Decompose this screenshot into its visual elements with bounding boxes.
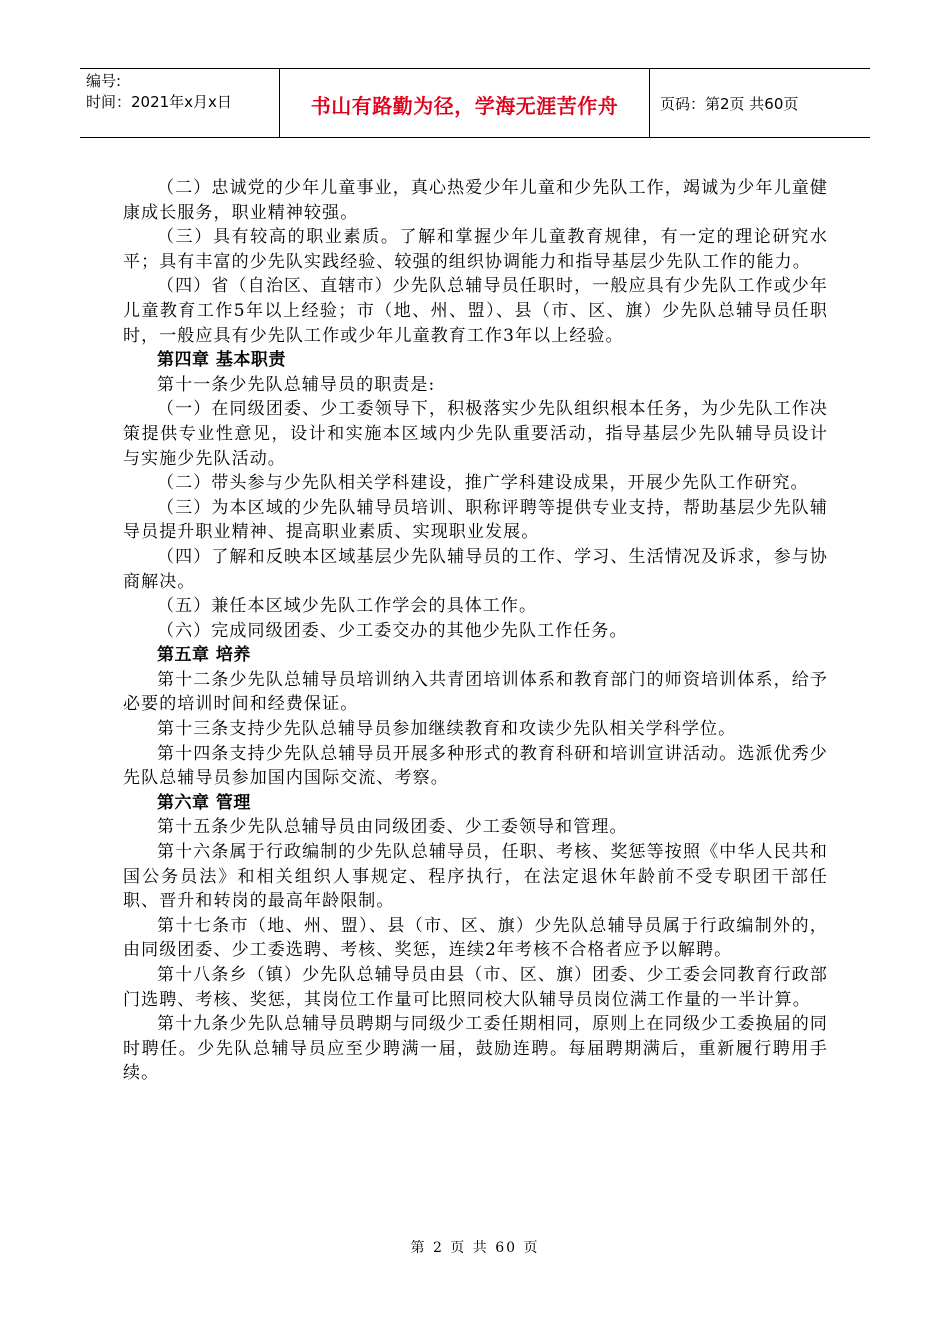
body-paragraph: （三）具有较高的职业素质。了解和掌握少年儿童教育规律，有一定的理论研究水平；具有丰富的少先队实践经验、较强的组织协调能力和指导基层少先队工作的能力。 xyxy=(123,227,828,272)
body-paragraph: （六）完成同级团委、少工委交办的其他少先队工作任务。 xyxy=(157,620,628,641)
header-meta xyxy=(80,69,280,137)
body-paragraph: 第十四条支持少先队总辅导员开展多种形式的教育科研和培训宣讲活动。选派优秀少先队总辅导员参加国内国际交流、考察。 xyxy=(123,743,828,789)
body-paragraph: 第十三条支持少先队总辅导员参加继续教育和攻读少先队相关学科学位。 xyxy=(157,719,737,740)
document-body xyxy=(123,176,828,1086)
document-time-label: 时间：2021年x月x日 xyxy=(86,93,232,111)
body-paragraph: （四）省（自治区、直辖市）少先队总辅导员任职时，一般应具有少先队工作或少年儿童教育工作5年以上经验；市（地、州、盟）、县（市、区、旗）少先队总辅导员任职时，一般应具有少先队工作或少年儿童教育工作3年以上经验。 xyxy=(123,276,828,346)
body-paragraph: 第十六条属于行政编制的少先队总辅导员，任职、考核、奖惩等按照《中华人民共和国公务员法》和相关组织人事规定、程序执行，在法定退休年龄前不受专职团干部任职、晋升和转岗的最高年龄限制。 xyxy=(123,842,828,912)
header-motto: 书山有路勤为径，学海无涯苦作舟 xyxy=(280,69,650,137)
body-paragraph: 第十二条少先队总辅导员培训纳入共青团培训体系和教育部门的师资培训体系，给予必要的培训时间和经费保证。 xyxy=(123,669,828,715)
body-paragraph: 第十九条少先队总辅导员聘期与同级少工委任期相同，原则上在同级少工委换届的同时聘任。少先队总辅导员应至少聘满一届，鼓励连聘。每届聘期满后，重新履行聘用手续。 xyxy=(123,1014,828,1084)
document-number-label: 编号: xyxy=(86,72,122,90)
chapter-heading: 第四章 基本职责 xyxy=(157,350,286,371)
page-header xyxy=(80,68,870,138)
body-paragraph: （三）为本区域的少先队辅导员培训、职称评聘等提供专业支持，帮助基层少先队辅导员提升职业精神、提高职业素质、实现职业发展。 xyxy=(123,497,828,543)
chapter-heading: 第五章 培养 xyxy=(157,645,251,666)
body-paragraph: （二）忠诚党的少年儿童事业，真心热爱少年儿童和少先队工作，竭诚为少年儿童健康成长服务，职业精神较强。 xyxy=(123,178,828,223)
body-paragraph: 第十一条少先队总辅导员的职责是: xyxy=(157,374,436,395)
chapter-heading: 第六章 管理 xyxy=(157,792,251,813)
body-paragraph: 第十五条少先队总辅导员由同级团委、少工委领导和管理。 xyxy=(157,817,628,838)
body-paragraph: 第十八条乡（镇）少先队总辅导员由县（市、区、旗）团委、少工委会同教育行政部门选聘、考核、奖惩，其岗位工作量可比照同校大队辅导员岗位满工作量的一半计算。 xyxy=(123,965,828,1010)
body-paragraph: （五）兼任本区域少先队工作学会的具体工作。 xyxy=(157,596,538,617)
body-paragraph: （二）带头参与少先队相关学科建设，推广学科建设成果，开展少先队工作研究。 xyxy=(157,473,809,494)
body-paragraph: （一）在同级团委、少工委领导下，积极落实少先队组织根本任务，为少先队工作决策提供专业性意见，设计和实施本区域内少先队重要活动，指导基层少先队辅导员设计与实施少先队活动。 xyxy=(123,399,828,469)
page-footer: 第 2 页 共 60 页 xyxy=(410,1240,540,1256)
body-paragraph: 第十七条市（地、州、盟）、县（市、区、旗）少先队总辅导员属于行政编制外的，由同级团委、少工委选聘、考核、奖惩，连续2年考核不合格者应予以解聘。 xyxy=(123,915,828,961)
body-paragraph: （四）了解和反映本区域基层少先队辅导员的工作、学习、生活情况及诉求，参与协商解决。 xyxy=(123,546,828,592)
header-page-label: 页码：第2页 共60页 xyxy=(660,94,799,113)
